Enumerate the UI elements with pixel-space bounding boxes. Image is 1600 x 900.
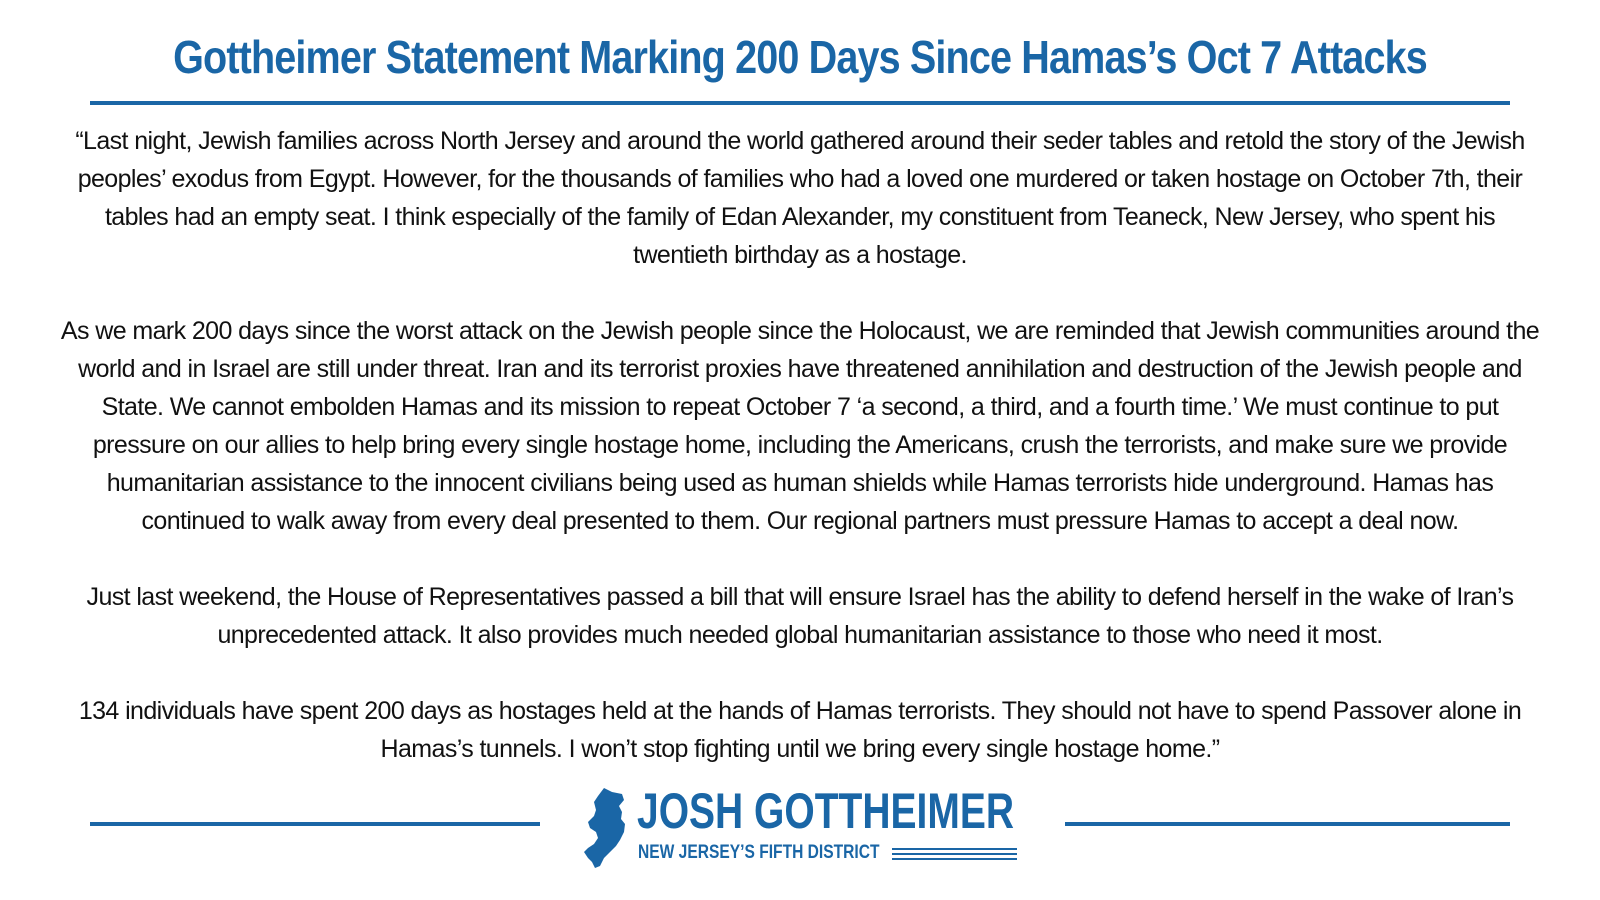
josh-gottheimer-logo — [582, 783, 1022, 870]
new-jersey-state-icon — [582, 786, 630, 870]
logo-decorative-lines — [892, 848, 1017, 862]
logo-district: NEW JERSEY’S FIFTH DISTRICT — [638, 842, 880, 863]
footer-divider-left — [90, 822, 540, 826]
statement-paragraph-2: As we mark 200 days since the worst attack on the Jewish people since the Holocaust, we are reminded that Jewish communities around the world and in Israel are still under threat. Iran and its terrorist proxies have threatened annihilation and destruction of the Jewish people and State. We cannot embolden Hamas and its mission to repeat October 7 ‘a second, a third, and a fourth time.’ We must continue to put pressure on our allies to help bring every single hostage home, including the Americans, crush the terrorists, and make sure we provide humanitarian assistance to the innocent civilians being used as human shields while Hamas terrorists hide underground. Hamas has continued to walk away from every deal presented to them. Our regional partners must pressure Hamas to accept a deal now. — [60, 317, 1540, 535]
statement-body — [60, 122, 1540, 768]
title-divider — [90, 101, 1510, 105]
statement-paragraph-3: Just last weekend, the House of Representatives passed a bill that will ensure Israel has the ability to defend herself in the wake of Iran’s unprecedented attack. It also provides much needed global humanitarian assistance to those who need it most. — [86, 583, 1514, 649]
statement-paragraph-1: “Last night, Jewish families across North Jersey and around the world gathered around their seder tables and retold the story of the Jewish peoples’ exodus from Egypt. However, for the thousands of families who had a loved one murdered or taken hostage on October 7th, their tables had an empty seat. I think especially of the family of Edan Alexander, my constituent from Teaneck, New Jersey, who spent his twentieth birthday as a hostage. — [75, 127, 1525, 269]
logo-name: JOSH GOTTHEIMER — [637, 783, 1015, 839]
footer-divider-right — [1065, 822, 1510, 826]
statement-paragraph-4: 134 individuals have spent 200 days as hostages held at the hands of Hamas terrorists. They should not have to spend Passover alone in Hamas’s tunnels. I won’t stop fighting until we bring every single hostage home.” — [78, 697, 1522, 763]
statement-title: Gottheimer Statement Marking 200 Days Since Hamas’s Oct 7 Attacks — [173, 31, 1427, 83]
